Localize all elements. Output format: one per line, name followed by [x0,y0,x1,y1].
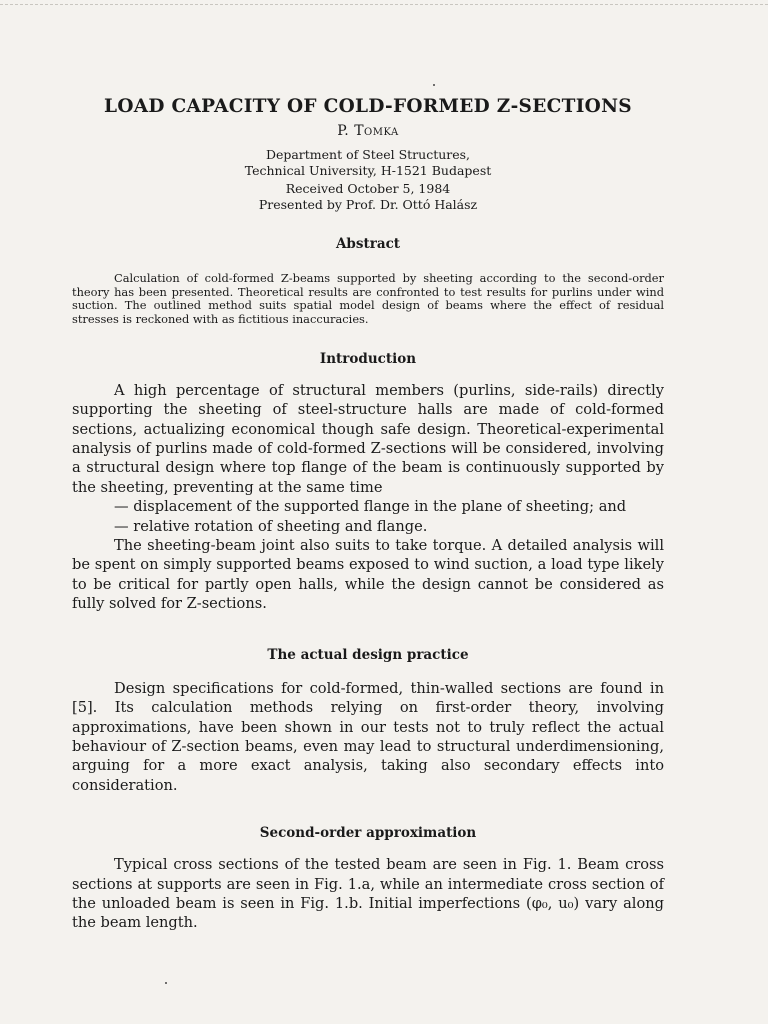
scan-speck [433,84,435,86]
received-date: Received October 5, 1984 [285,181,451,196]
scan-speck [165,982,167,984]
author-initial: P. [337,123,350,139]
affiliation-line: Department of Steel Structures, [265,147,471,162]
presented-by: Presented by Prof. Dr. Ottó Halász [258,196,478,212]
list-item: — relative rotation of sheeting and flange. [114,517,428,535]
abstract-heading: Abstract [335,236,401,252]
paper-title: LOAD CAPACITY OF COLD-FORMED Z-SECTIONS [104,96,632,117]
body-text [72,351,664,933]
paragraph: Typical cross sections of the tested beam are seen in Fig. 1. Beam cross sections at supports are seen in Fig. 1.a, while an intermediate cross section of the unloaded beam is seen in Fig. 1.b. Initial imperfections (φ₀, u₀) vary along the beam length. [72,856,664,932]
paragraph: Design specifications for cold-formed, thin-walled sections are found in [5]. Its calculation methods relying on first-order theory, involving approximations, have been shown in our tests not to truly reflect the actual behaviour of Z-section beams, even may lead to structural underdimensioning, arguing for a more exact analysis, taking also secondary effects into consideration. [72,679,664,794]
scan-edge-line [0,4,768,5]
paragraph: The sheeting-beam joint also suits to take torque. A detailed analysis will be spent on simply supported beams exposed to wind suction, a load type likely to be critical for partly open halls, while the design cannot be considered as fully solved for Z-sections. [72,537,664,613]
list-item: — displacement of the supported flange in the plane of sheeting; and [114,498,627,516]
author-line [72,123,664,139]
paper-page [72,96,664,933]
abstract-text: Calculation of cold-formed Z-beams supported by sheeting according to the second-order theory has been presented. Theoretical results are confronted to test results for purlins under wind suction. The outlined method suits spatial model design of beams where the effect of residual stresses is reckoned with as fictitious inaccuracies. [72,271,664,327]
affiliation-block [72,147,664,212]
affiliation-line: Technical University, H-1521 Budapest [244,162,492,178]
section-heading-introduction: Introduction [319,350,417,367]
author-surname: Tomka [354,123,399,139]
section-heading-second-order: Second-order approximation [259,825,477,842]
section-heading-design-practice: The actual design practice [267,646,469,663]
paragraph: A high percentage of structural members (purlins, side-rails) directly supporting the sheeting of steel-structure halls are made of cold-formed sections, actualizing economical though safe design. Theoretical-experimental analysis of purlins made of cold-formed Z-sections will be considered, involving a structural design where top flange of the beam is continuously supported by the sheeting, preventing at the same time [72,381,664,496]
